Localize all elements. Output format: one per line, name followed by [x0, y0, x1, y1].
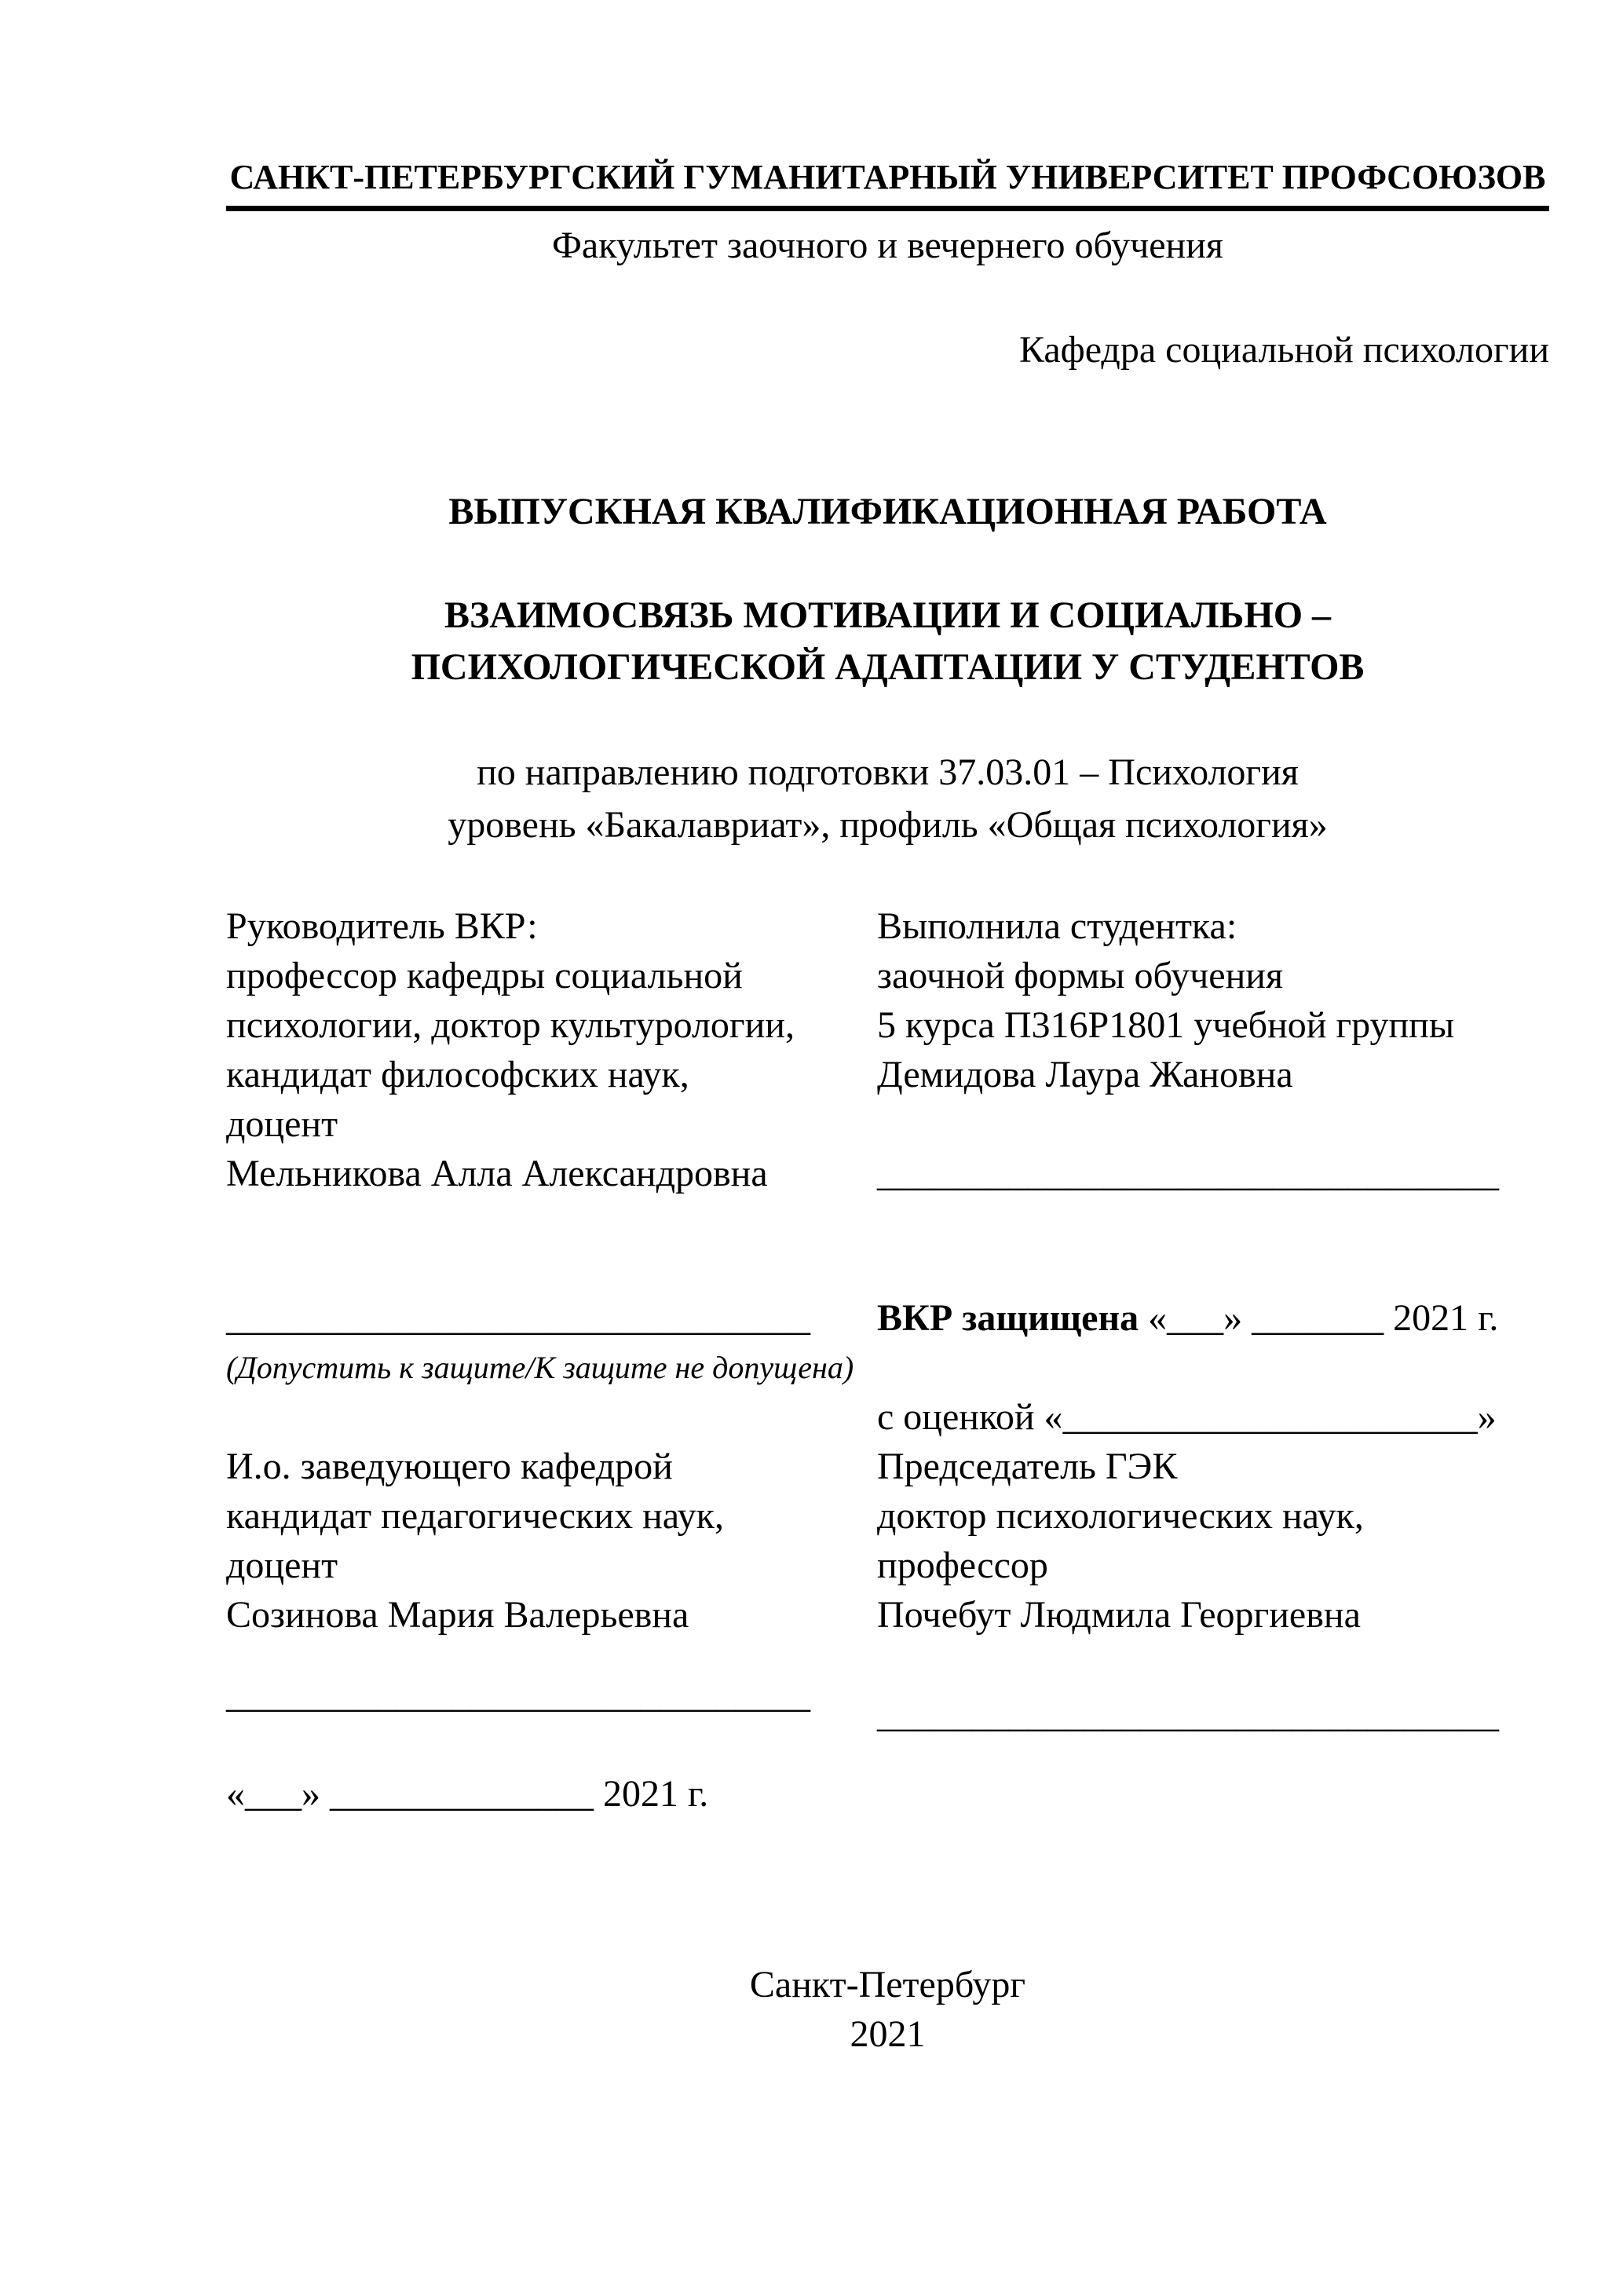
defense-line: профессор	[877, 1545, 1048, 1586]
defense-name: Почебут Людмила Георгиевна	[877, 1594, 1361, 1636]
admission-signature-line: _______________________________	[226, 1297, 810, 1339]
defense-date-label: ВКР защищена	[877, 1297, 1139, 1339]
admission-line: И.о. заведующего кафедрой	[226, 1446, 673, 1487]
admission-line: доцент	[226, 1545, 338, 1586]
admission-column	[226, 1293, 877, 1640]
signature-date-section	[226, 1670, 1549, 1819]
footer-year: 2021	[850, 2013, 926, 2055]
university-name: САНКТ-ПЕТЕРБУРГСКИЙ ГУМАНИТАРНЫЙ УНИВЕРСИТЕТ ПРОФСОЮЗОВ	[229, 158, 1546, 196]
footer-city: Санкт-Петербург	[749, 1964, 1026, 2005]
defense-line: доктор психологических наук,	[877, 1495, 1364, 1537]
defense-sign-column	[877, 1670, 1549, 1819]
supervisor-line: доцент	[226, 1103, 338, 1145]
grade-suffix: »	[1477, 1396, 1497, 1438]
program-line1: по направлению подготовки 37.03.01 – Психология	[477, 751, 1299, 793]
program-line2: уровень «Бакалавриат», профиль «Общая психология»	[448, 804, 1328, 846]
defense-grade-line	[877, 1392, 1549, 1442]
supervisor-name: Мельникова Алла Александровна	[226, 1153, 768, 1194]
student-signature-line: _________________________________	[877, 1153, 1499, 1194]
admission-name: Созинова Мария Валерьевна	[226, 1594, 689, 1636]
defense-date-blank: «___» _______ 2021 г.	[1139, 1297, 1499, 1339]
supervisor-line: кандидат философских наук,	[226, 1054, 689, 1095]
program-block	[226, 746, 1549, 851]
work-type-heading: ВЫПУСКНАЯ КВАЛИФИКАЦИОННАЯ РАБОТА	[448, 491, 1327, 532]
student-name: Демидова Лаура Жановна	[877, 1054, 1293, 1095]
supervisor-label: Руководитель ВКР:	[226, 905, 538, 947]
student-line: 5 курса П316Р1801 учебной группы	[877, 1004, 1455, 1046]
admission-signature-line2: _______________________________	[226, 1674, 810, 1716]
student-column	[877, 901, 1549, 1198]
supervisor-line: психологии, доктор культурологии,	[226, 1004, 795, 1046]
footer-block	[226, 1960, 1549, 2059]
spacer-line	[877, 1343, 1549, 1392]
defense-line: Председатель ГЭК	[877, 1446, 1178, 1487]
student-line: заочной формы обучения	[877, 955, 1284, 996]
student-label: Выполнила студентка:	[877, 905, 1237, 947]
defense-date-line	[877, 1293, 1549, 1343]
admission-date-line: «___» ______________ 2021 г.	[226, 1773, 709, 1815]
spacer-line	[226, 1392, 877, 1442]
spacer-line	[226, 1720, 877, 1769]
grade-prefix: с оценкой «	[877, 1396, 1063, 1438]
supervisor-line: профессор кафедры социальной	[226, 955, 743, 996]
faculty-line: Факультет заочного и вечернего обучения	[552, 225, 1223, 266]
spacer-line	[877, 1099, 1549, 1149]
thesis-title-line2: ПСИХОЛОГИЧЕСКОЙ АДАПТАЦИИ У СТУДЕНТОВ	[411, 646, 1365, 688]
department-line: Кафедра социальной психологии	[1018, 329, 1549, 371]
admission-sign-column	[226, 1670, 877, 1819]
admission-caption: (Допустить к защите/К защите не допущена)	[226, 1350, 854, 1385]
defense-column	[877, 1293, 1549, 1640]
supervisor-column	[226, 901, 877, 1198]
grade-blank: ______________________	[1062, 1396, 1478, 1438]
admission-line: кандидат педагогических наук,	[226, 1495, 724, 1537]
supervisor-student-section	[226, 901, 1549, 1198]
university-header	[226, 155, 1549, 211]
admission-defense-section	[226, 1293, 1549, 1640]
thesis-title-line1: ВЗАИМОСВЯЗЬ МОТИВАЦИИ И СОЦИАЛЬНО –	[444, 594, 1332, 636]
thesis-title	[226, 590, 1549, 693]
defense-signature-line: _________________________________	[877, 1694, 1499, 1735]
